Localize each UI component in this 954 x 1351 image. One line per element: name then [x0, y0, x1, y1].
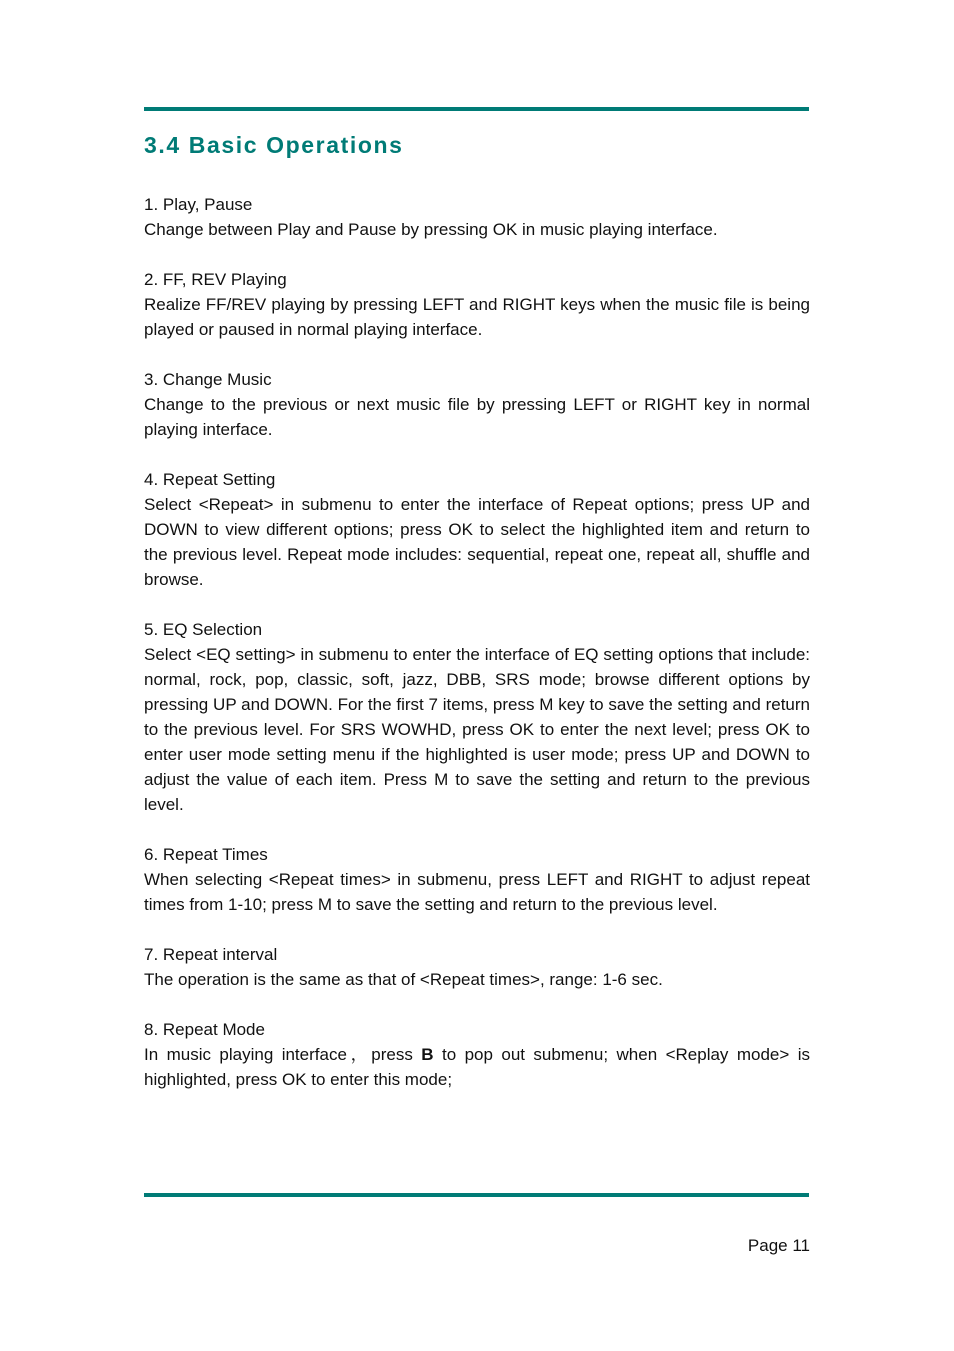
section-repeat-interval — [144, 942, 810, 992]
section-title: 1. Play, Pause — [144, 195, 253, 214]
section-heading: 3.4 Basic Operations — [144, 132, 404, 158]
document-body — [144, 192, 810, 1117]
section-body — [144, 1042, 810, 1092]
footer-rule — [144, 1193, 809, 1197]
section-title: 5. EQ Selection — [144, 620, 263, 639]
key-label-b: B — [421, 1045, 434, 1064]
section-body: When selecting <Repeat times> in submenu, press LEFT and RIGHT to adjust repeat times from 1-10; press M to save the setting and return to the previous level. — [144, 870, 810, 914]
section-repeat-setting — [144, 467, 810, 592]
section-body: Change between Play and Pause by pressing OK in music playing interface. — [144, 220, 718, 239]
header-rule — [144, 107, 809, 111]
section-title: 6. Repeat Times — [144, 845, 268, 864]
section-change-music — [144, 367, 810, 442]
section-body: Change to the previous or next music file by pressing LEFT or RIGHT key in normal playing interface. — [144, 395, 810, 439]
page-number: Page 11 — [747, 1236, 810, 1255]
section-title: 3. Change Music — [144, 370, 272, 389]
section-body: Select <Repeat> in submenu to enter the interface of Repeat options; press UP and DOWN to view different options; press OK to select the highlighted item and return to the previous level. Repeat mode includes: sequential, repeat one, repeat all, shuffle and browse. — [144, 495, 810, 589]
section-eq-selection — [144, 617, 810, 817]
section-body: Select <EQ setting> in submenu to enter the interface of EQ setting options that include: normal, rock, pop, classic, soft, jazz, DBB, SRS mode; browse different options by pressing UP and DOWN. For the first 7 items, press M key to save the setting and return to the previous level. For SRS WOWHD, press OK to enter the next level; press OK to enter user mode setting menu if the highlighted is user mode; press UP and DOWN to adjust the value of each item. Press M to save the setting and return to the previous level. — [144, 645, 810, 814]
section-body: The operation is the same as that of <Repeat times>, range: 1-6 sec. — [144, 970, 663, 989]
section-title: 7. Repeat interval — [144, 945, 278, 964]
section-repeat-times — [144, 842, 810, 917]
section-title: 2. FF, REV Playing — [144, 270, 287, 289]
section-title: 4. Repeat Setting — [144, 470, 276, 489]
body-text-before: In music playing interface，press — [144, 1045, 422, 1064]
section-repeat-mode — [144, 1017, 810, 1092]
section-title: 8. Repeat Mode — [144, 1020, 265, 1039]
section-body: Realize FF/REV playing by pressing LEFT and RIGHT keys when the music file is being played or paused in normal playing interface. — [144, 295, 810, 339]
body-text-after: to pop out submenu; when <Replay mode> is highlighted, press OK to enter this mode; — [144, 1045, 810, 1089]
section-play-pause — [144, 192, 810, 242]
section-ff-rev-playing — [144, 267, 810, 342]
